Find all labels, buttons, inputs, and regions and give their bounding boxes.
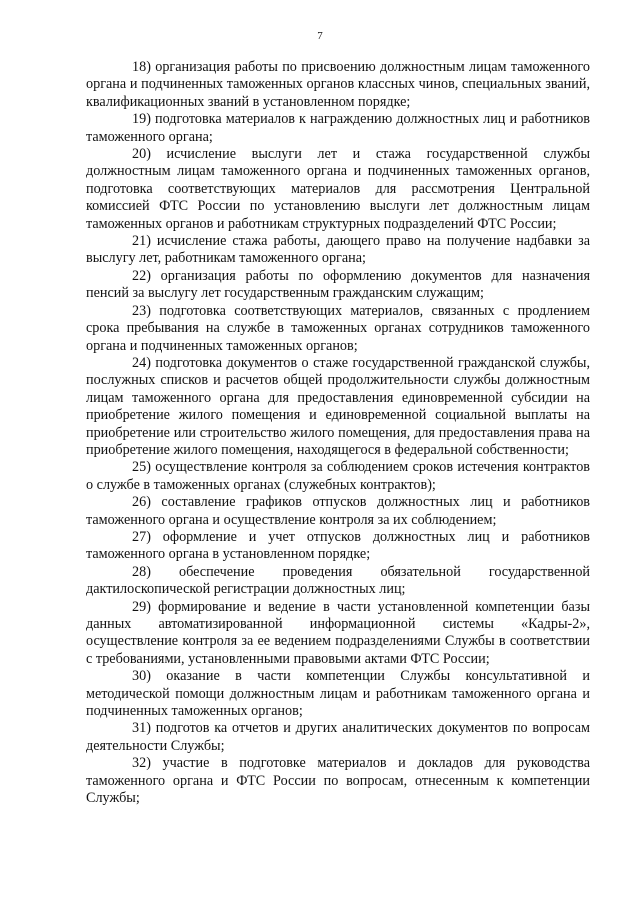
document-body <box>86 59 590 807</box>
list-item-29: 29) формирование и ведение в части установленной компетенции базы данных автоматизированной информационной системы «Кадры-2», осуществление контроля за ее ведением подразделениями Службы в соответствии с требованиями, установленными правовыми актами ФТС России; <box>86 598 590 667</box>
list-item-32: 32) участие в подготовке материалов и докладов для руководства таможенного органа и ФТС России по вопросам, отнесенным к компетенции Службы; <box>86 755 590 807</box>
list-item-21: 21) исчисление стажа работы, дающего право на получение надбавки за выслугу лет, работникам таможенного органа; <box>86 233 590 267</box>
list-item-23: 23) подготовка соответствующих материалов, связанных с продлением срока пребывания на службе в таможенных органах сотрудников таможенного органа и подчиненных таможенных органов; <box>86 302 590 354</box>
list-item-31: 31) подготов ка отчетов и других аналитических документов по вопросам деятельности Службы; <box>86 720 590 754</box>
list-item-27: 27) оформление и учет отпусков должностных лиц и работников таможенного органа в установленном порядке; <box>86 528 590 563</box>
list-item-20: 20) исчисление выслуги лет и стажа государственной службы должностным лицам таможенного органа и подчиненных таможенных органов, подготовка соответствующих материалов для рассмотрения Центральной комиссией ФТС России по установлению выслуги лет должностным лицам таможенных органов и работникам структурных подразделений ФТС России; <box>86 146 590 232</box>
list-item-18: 18) организация работы по присвоению должностным лицам таможенного органа и подчиненных таможенных органов классных чинов, специальных званий, квалификационных званий в установленном порядке; <box>86 59 590 110</box>
page-number: 7 <box>317 30 323 42</box>
list-item-26: 26) составление графиков отпусков должностных лиц и работников таможенного органа и осуществление контроля за их соблюдением; <box>86 494 590 528</box>
list-item-28: 28) обеспечение проведения обязательной государственной дактилоскопической регистрации должностных лиц; <box>86 563 590 598</box>
list-item-24: 24) подготовка документов о стаже государственной гражданской службы, послужных списков и расчетов общей продолжительности службы должностным лицам таможенного органа для предоставления единовременной субсидии на приобретение жилого помещения и единовременной социальной выплаты на приобретение или строительство жилого помещения, для предоставления права на приобретение жилого помещения, находящегося в федеральной собственности; <box>86 354 590 458</box>
list-item-25: 25) осуществление контроля за соблюдением сроков истечения контрактов о службе в таможенных органах (служебных контрактов); <box>86 459 590 493</box>
list-item-22: 22) организация работы по оформлению документов для назначения пенсий за выслугу лет государственным гражданским служащим; <box>86 267 590 302</box>
list-item-30: 30) оказание в части компетенции Службы консультативной и методической помощи должностным лицам и работникам таможенного органа и подчиненных таможенных органов; <box>86 668 590 720</box>
list-item-19: 19) подготовка материалов к награждению должностных лиц и работников таможенного органа; <box>86 111 590 145</box>
